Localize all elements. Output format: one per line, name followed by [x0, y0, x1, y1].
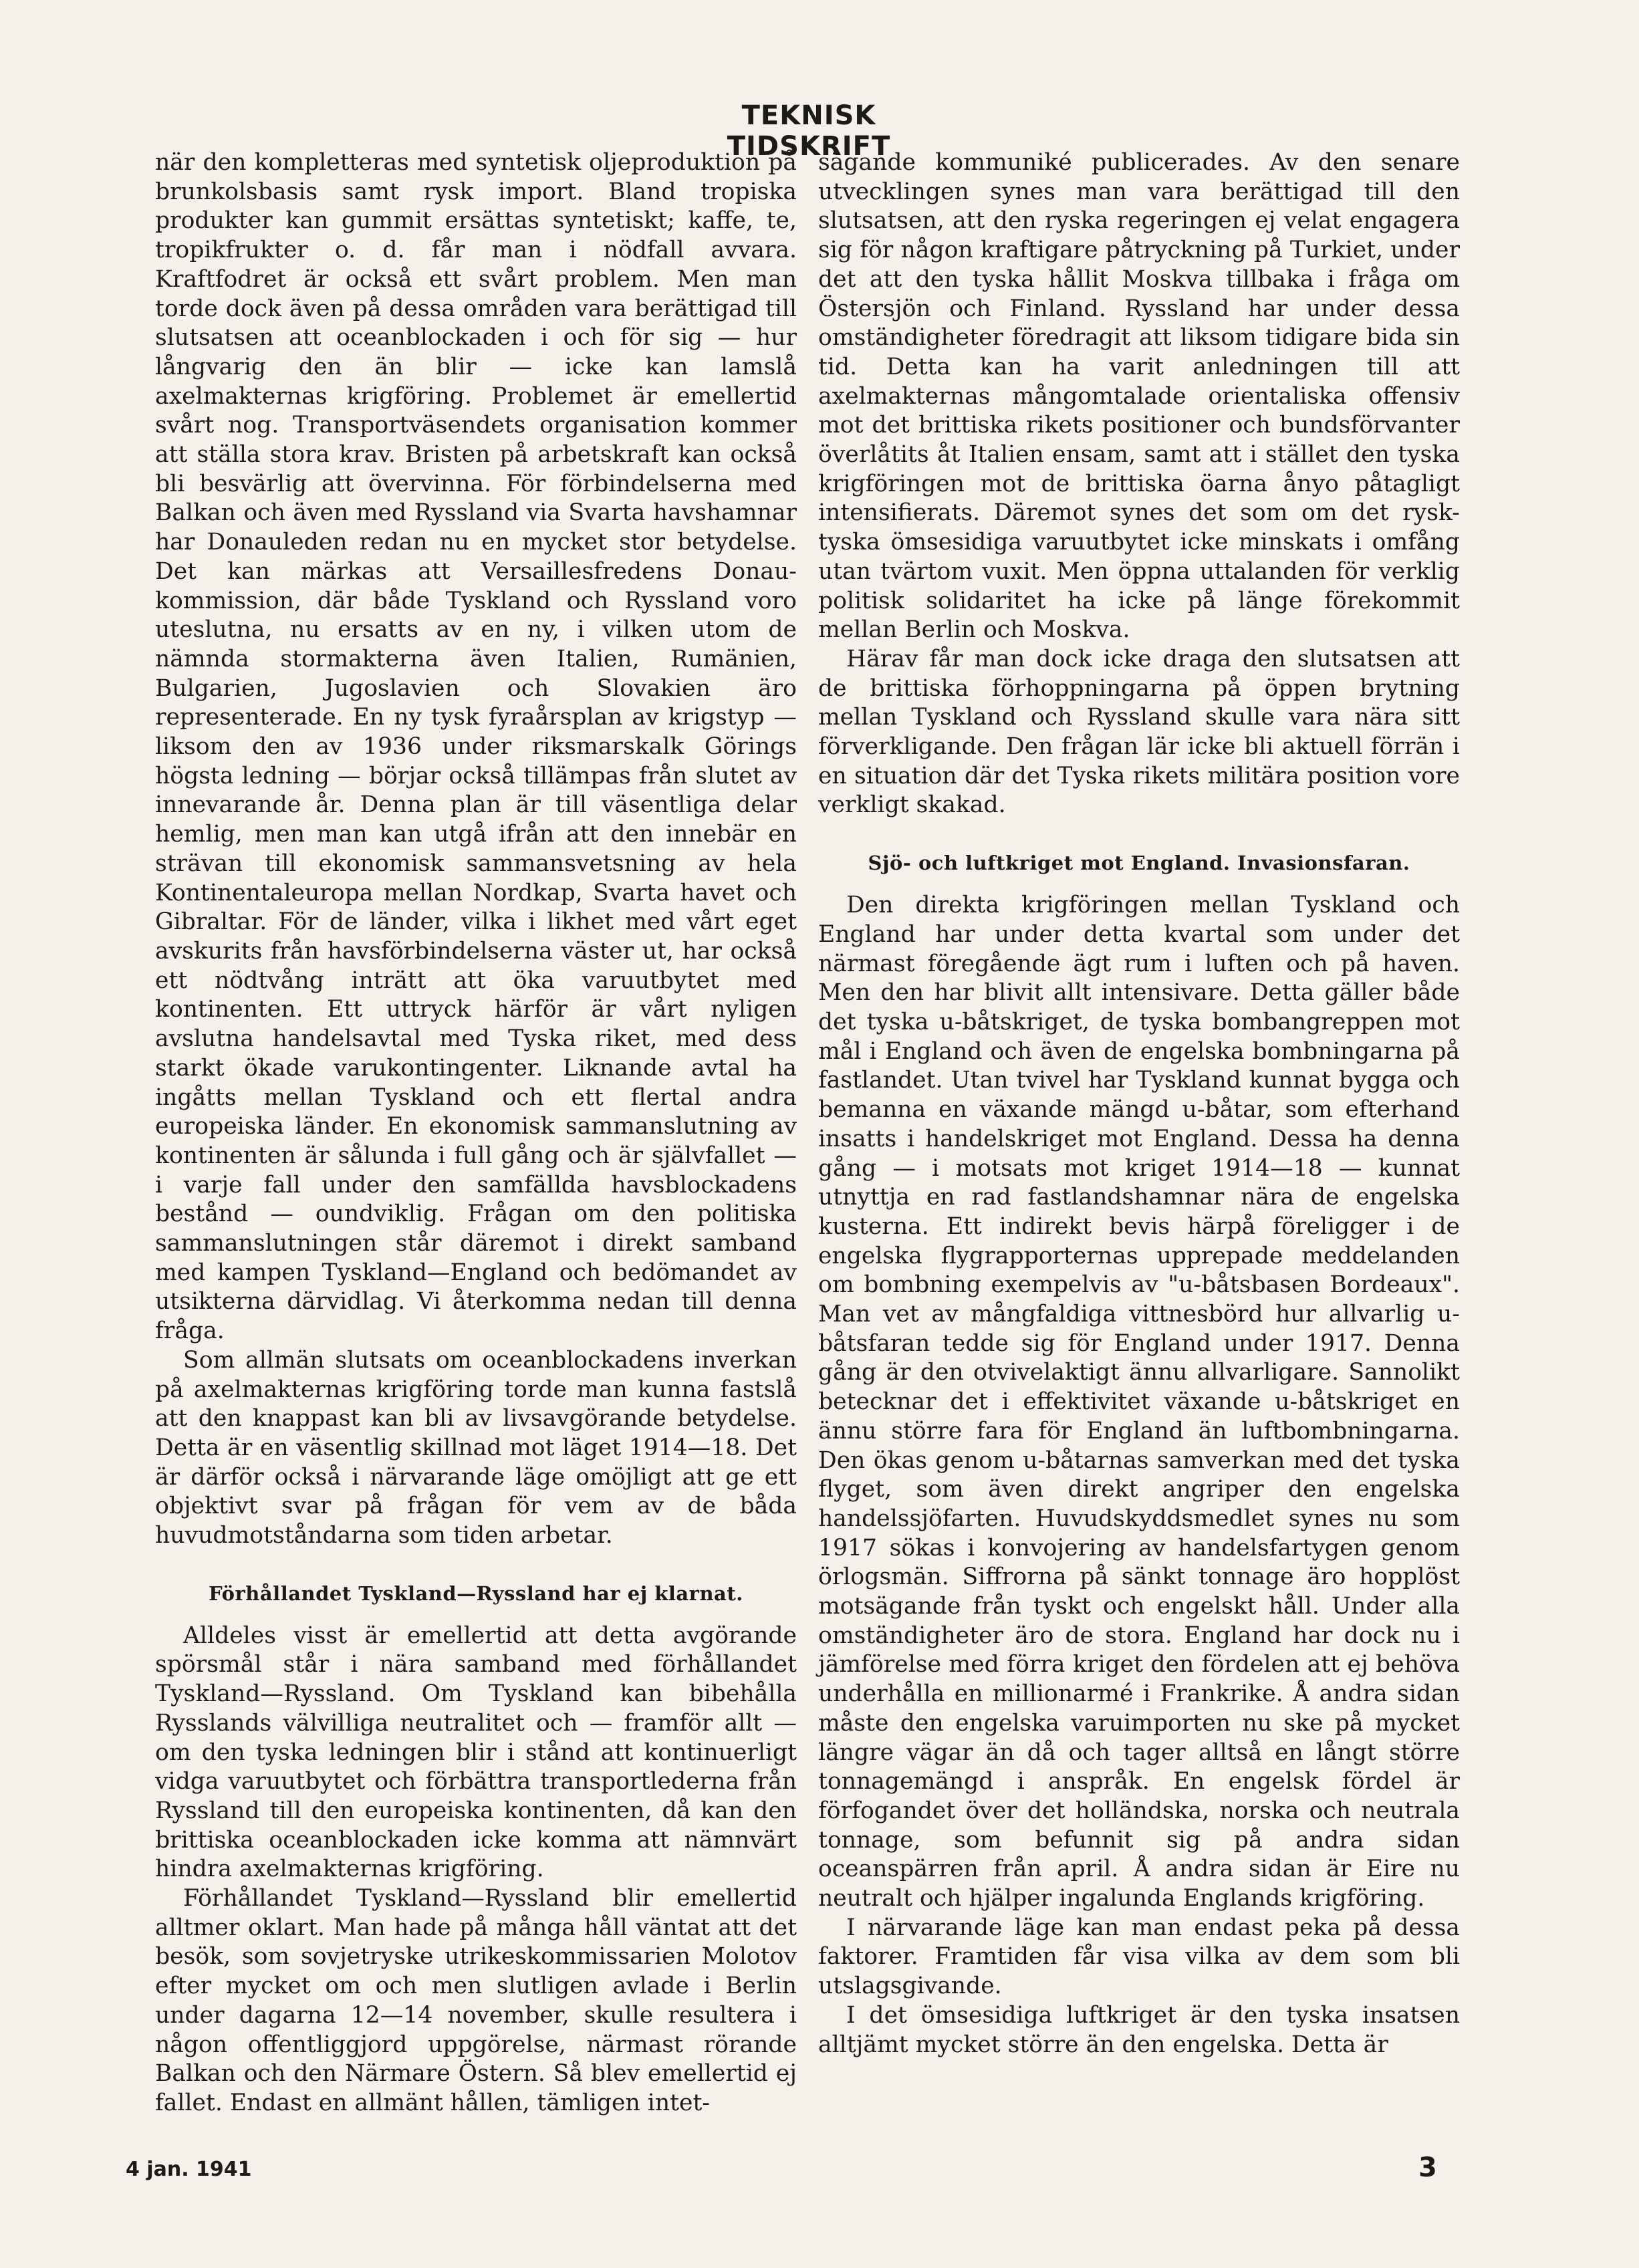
section-heading: Förhållandet Tyskland—Ryssland har ej klarnat. — [209, 1582, 743, 1605]
paragraph: sägande kommuniké publicerades. Av den senare utvecklingen synes man vara berättigad till den slutsatsen, att den ryska regeringen ej velat engagera sig för någon kraftigare påtryckning på Turkiet, under det att den tyska hållit Moskva tillbaka i fråga om Östersjön och Finland. Ryssland har under dessa omständigheter föredragit att liksom tidigare bida sin tid. Detta kan ha varit anledningen till att axelmakternas mångomtalade orientaliska offensiv mot det brittiska rikets positioner och bundsförvanter överlåtits åt Italien ensam, samt att i stället den tyska krigföringen mot de brittiska öarna ånyo påtagligt intensifierats. Däremot synes det som om det rysk-tyska ömsesidiga varuutbytet icke minskats i omfång utan tvärtom vuxit. Men öppna uttalanden för verklig politisk solidaritet ha icke på länge förekommit mellan Berlin och Moskva. — [818, 149, 1460, 644]
paragraph: Härav får man dock icke draga den slutsatsen att de brittiska förhoppningarna på öppen brytning mellan Tyskland och Ryssland skulle vara nära sitt förverkligande. Den frågan lär icke bli aktuell förrän i en situation där det Tyska rikets militära position vore verkligt skakad. — [818, 645, 1460, 819]
paragraph: Alldeles visst är emellertid att detta avgörande spörsmål står i nära samband med förhållandet Tyskland—Ryssland. Om Tyskland kan bibehålla Rysslands välvilliga neutralitet och — framför allt — om den tyska ledningen blir i stånd att kontinuerligt vidga varuutbytet och förbättra transportlederna från Ryssland till den europeiska kontinenten, då kan den brittiska oceanblockaden icke komma att nämnvärt hindra axelmakternas krigföring. — [155, 1622, 797, 1883]
paragraph: Som allmän slutsats om oceanblockadens inverkan på axelmakternas krigföring torde man kunna fastslå att den knappast kan bli av livsavgörande betydelse. Detta är en väsentlig skillnad mot läget 1914—18. Det är därför också i närvarande läge omöjligt att ge ett objektivt svar på frågan för vem av de båda huvudmotståndarna som tiden arbetar. — [155, 1346, 797, 1549]
paragraph: Den direkta krigföringen mellan Tyskland och England har under detta kvartal som under det närmast föregående ägt rum i luften och på haven. Men den har blivit allt intensivare. Detta gäller både det tyska u-båtskriget, de tyska bombangreppen mot mål i England och även de engelska bombningarna på fastlandet. Utan tvivel har Tyskland kunnat bygga och bemanna en växande mängd u-båtar, som efterhand insatts i handelskriget mot England. Dessa ha denna gång — i motsats mot kriget 1914—18 — kunnat utnyttja en rad fastlandshamnar nära de engelska kusterna. Ett indirekt bevis härpå föreligger i de engelska flygrapporternas upprepade meddelanden om bombning exempelvis av "u-båtsbasen Bordeaux". Man vet av mångfaldiga vittnesbörd hur allvarlig u-båtsfaran tedde sig för England under 1917. Denna gång är den otvivelaktigt ännu allvarligare. Sannolikt betecknar det i effektivitet växande u-båtskriget en ännu större fara för England än luftbombningarna. Den ökas genom u-båtarnas samverkan med det tyska flyget, som även direkt angriper den engelska handelssjöfarten. Huvudskyddsmedlet synes nu som 1917 sökas i konvojering av handelsfartygen genom örlogsmän. Siffrorna på sänkt tonnage äro hopplöst motsägande från tyskt och engelskt håll. Under alla omständigheter äro de stora. England har dock nu i jämförelse med förra kriget den fördelen att ej behöva underhålla en millionarmé i Frankrike. Å andra sidan måste den engelska varuimporten nu ske på mycket längre vägar än då och tager alltså en långt större tonnagemängd i anspråk. En engelsk fördel är förfogandet över det holländska, norska och neutrala tonnage, som befunnit sig på andra sidan oceanspärren från april. Å andra sidan är Eire nu neutralt och hjälper ingalunda Englands krigföring. — [818, 892, 1460, 1912]
section-heading: Sjö- och luftkriget mot England. Invasionsfaran. — [868, 852, 1410, 875]
paragraph: Förhållandet Tyskland—Ryssland blir emellertid alltmer oklart. Man hade på många håll väntat att det besök, som sovjetryske utrikeskommissarien Molotov efter mycket om och men slutligen avlade i Berlin under dagarna 12—14 november, skulle resultera i någon offentliggjord uppgörelse, närmast rörande Balkan och den Närmare Östern. Så blev emellertid ej fallet. Endast en allmänt hållen, tämligen intet- — [155, 1885, 797, 2116]
masthead: TEKNISK TIDSKRIFT — [727, 100, 891, 162]
footer-date: 4 jan. 1941 — [126, 2158, 252, 2181]
paragraph: I närvarande läge kan man endast peka på dessa faktorer. Framtiden får visa vilka av dem som bli utslagsgivande. — [818, 1914, 1460, 2000]
page-number: 3 — [1418, 2152, 1437, 2183]
left-column — [155, 148, 797, 2118]
paragraph: I det ömsesidiga luftkriget är den tyska insatsen alltjämt mycket större än den engelska. Detta är — [818, 2001, 1460, 2058]
right-column — [818, 148, 1460, 2059]
paragraph: när den kompletteras med syntetisk oljeproduktion på brunkolsbasis samt rysk import. Bland tropiska produkter kan gummit ersättas syntetiskt; kaffe, te, tropikfrukter o. d. får man i nödfall avvara. Kraftfodret är också ett svårt problem. Men man torde dock även på dessa områden vara berättigad till slutsatsen att oceanblockaden i och för sig — hur långvarig den än blir — icke kan lamslå axelmakternas krigföring. Problemet är emellertid svårt nog. Transportväsendets organisation kommer att ställa stora krav. Bristen på arbetskraft kan också bli besvärlig att övervinna. För förbindelserna med Balkan och även med Ryssland via Svarta havshamnar har Donauleden redan nu en mycket stor betydelse. Det kan märkas att Versaillesfredens Donau-kommission, där både Tyskland och Ryssland voro uteslutna, nu ersatts av en ny, i vilken utom de nämnda stormakterna även Italien, Rumänien, Bulgarien, Jugoslavien och Slovakien äro representerade. En ny tysk fyraårsplan av krigstyp — liksom den av 1936 under riksmarskalk Görings högsta ledning — börjar också tillämpas från slutet av innevarande år. Denna plan är till väsentliga delar hemlig, men man kan utgå ifrån att den innebär en strävan till ekonomisk sammansvetsning av hela Kontinentaleuropa mellan Nordkap, Svarta havet och Gibraltar. För de länder, vilka i likhet med vårt eget avskurits från havsförbindelserna väster ut, har också ett nödtvång inträtt att öka varuutbytet med kontinenten. Ett uttryck härför är vårt nyligen avslutna handelsavtal med Tyska riket, med dess starkt ökade varukontingenter. Liknande avtal ha ingåtts mellan Tyskland och ett flertal andra europeiska länder. En ekonomisk sammanslutning av kontinenten är sålunda i full gång och är självfallet — i varje fall under den samfällda havsblockadens bestånd — oundviklig. Frågan om den politiska sammanslutningen står däremot i direkt samband med kampen Tyskland—England och bedömandet av utsikterna därvidlag. Vi återkomma nedan till denna fråga. — [155, 149, 797, 1345]
